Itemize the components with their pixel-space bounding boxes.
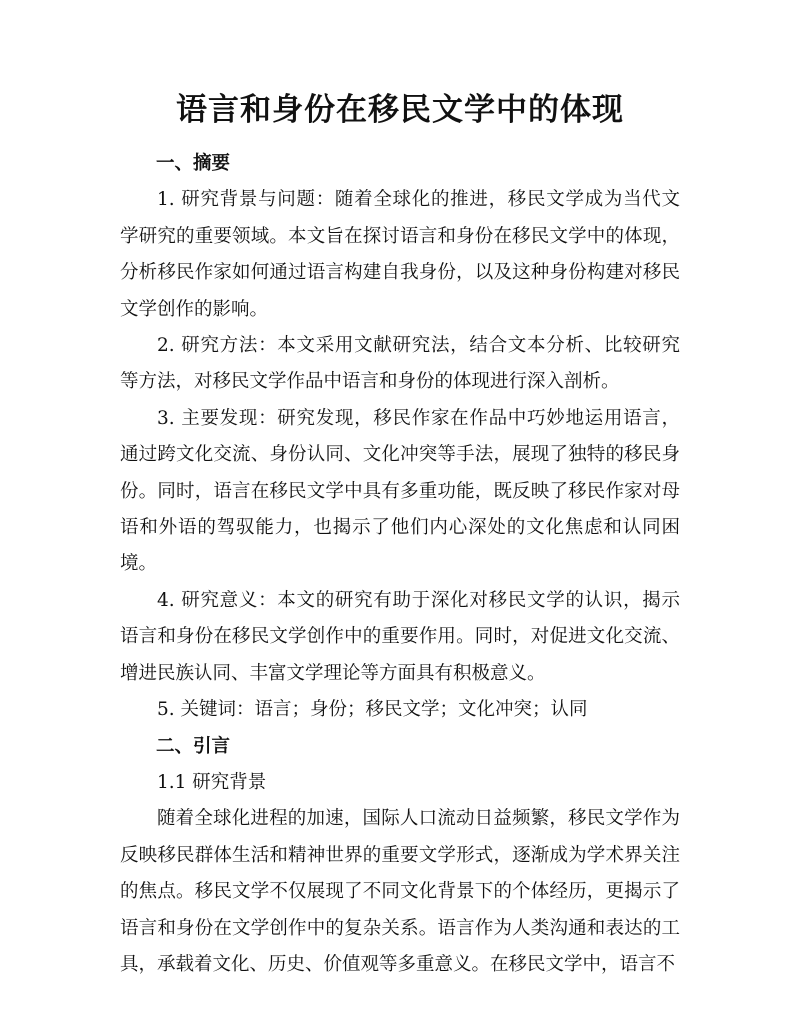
- subsection-heading-background: 1.1 研究背景: [157, 771, 267, 793]
- abstract-paragraph-3: 3. 主要发现：研究发现，移民作家在作品中巧妙地运用语言，通过跨文化交流、身份认同、文化冲突等手法，展现了独特的移民身份。同时，语言在移民文学中具有多重功能，既反映了移民作家对母语和外语的驾驭能力，也揭示了他们内心深处的文化焦虑和认同困境。: [120, 407, 680, 575]
- abstract-paragraph-1: 1. 研究背景与问题：随着全球化的推进，移民文学成为当代文学研究的重要领域。本文旨在探讨语言和身份在移民文学中的体现，分析移民作家如何通过语言构建自我身份，以及这种身份构建对移民文学创作的影响。: [120, 189, 680, 320]
- abstract-paragraph-4: 4. 研究意义：本文的研究有助于深化对移民文学的认识，揭示语言和身份在移民文学创作中的重要作用。同时，对促进文化交流、增进民族认同、丰富文学理论等方面具有积极意义。: [120, 589, 680, 684]
- page-title: 语言和身份在移民文学中的体现: [176, 92, 624, 128]
- document-body: [120, 146, 680, 983]
- section-heading-introduction: 二、引言: [156, 735, 231, 757]
- intro-paragraph: 随着全球化进程的加速，国际人口流动日益频繁，移民文学作为反映移民群体生活和精神世界的重要文学形式，逐渐成为学术界关注的焦点。移民文学不仅展现了不同文化背景下的个体经历，更揭示了语言和身份在文学创作中的复杂关系。语言作为人类沟通和表达的工具，承载着文化、历史、价值观等多重意义。在移民文学中，语言不: [120, 808, 680, 975]
- abstract-keywords: 5. 关键词：语言；身份；移民文学；文化冲突；认同: [157, 699, 588, 721]
- section-heading-abstract: 一、摘要: [156, 153, 231, 174]
- abstract-paragraph-2: 2. 研究方法：本文采用文献研究法，结合文本分析、比较研究等方法，对移民文学作品中语言和身份的体现进行深入剖析。: [120, 335, 680, 393]
